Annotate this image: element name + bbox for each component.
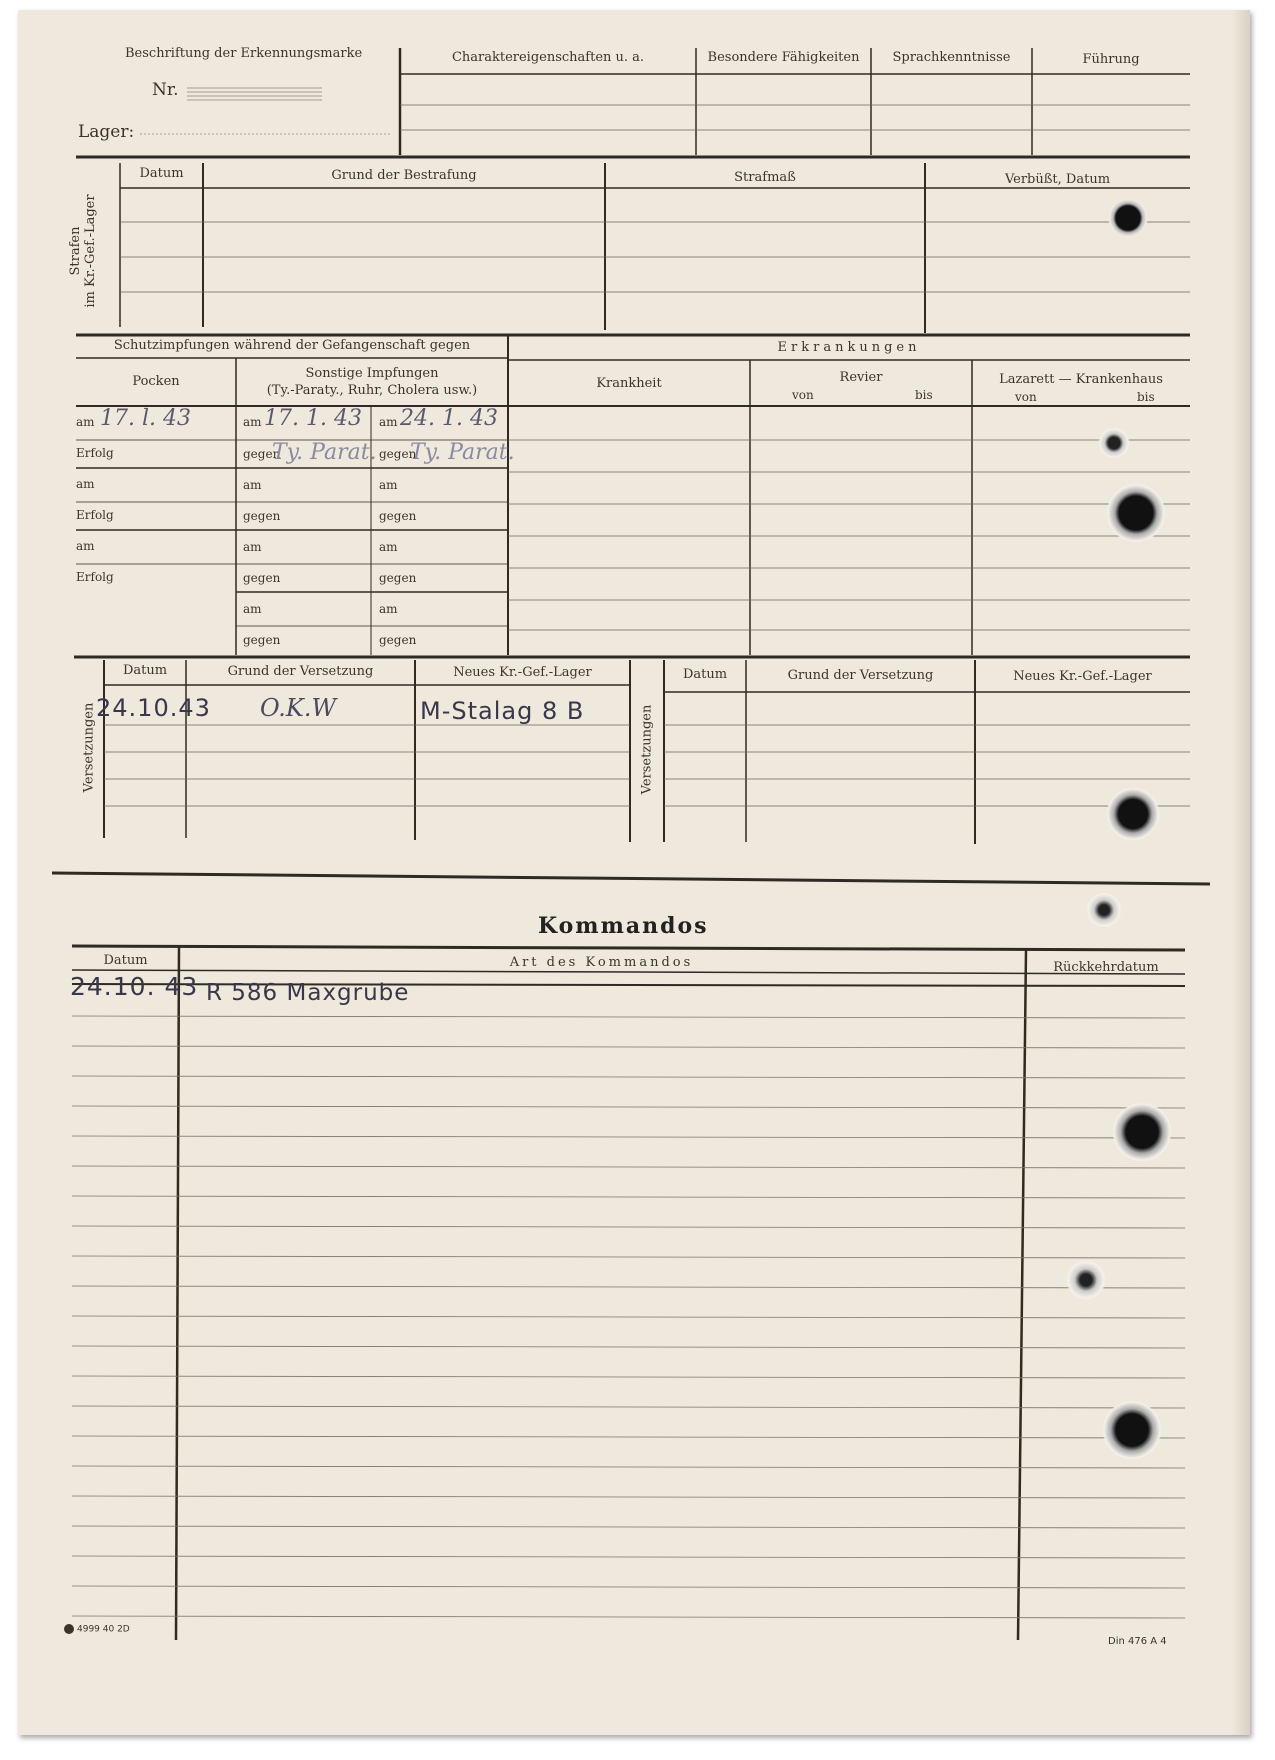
kommando-ruled-line [72,1016,1185,1018]
impf1-am-3: am [243,540,262,554]
versetzung-grund-handwritten: O.K.W [260,694,337,722]
impf1-gegen-handwritten: Ty. Parat. [272,440,377,465]
footer-left-code [64,1624,130,1635]
kommando-ruled-line [72,1286,1185,1288]
strafen-col-datum: Datum [139,166,184,181]
impf1-am-1: am [243,415,262,429]
punch-hole-4 [1106,787,1160,841]
impfungen-section-label: Schutzimpfungen während der Gefangenschaft gegen [113,338,471,353]
kommando-ruled-line [72,1166,1185,1168]
kommando-ruled-line [72,1406,1185,1408]
versetzungen-col-datum-left: Datum [122,663,168,678]
strafen-side-label-2: im Kr.-Gef.-Lager [83,194,98,308]
revier-von: von [792,388,814,402]
impf1-am-2: am [243,478,262,492]
impfungen-col-pocken: Pocken [132,374,180,389]
kommando-ruled-line [72,1046,1185,1048]
lazarett-bis: bis [1137,390,1155,404]
strafen-side-label [68,186,98,316]
footer-publisher-icon [64,1624,74,1634]
kommandos-col-rueckkehr: Rückkehrdatum [1053,960,1159,975]
charakter-label: Charaktereigenschaften u. a. [451,50,645,65]
punch-hole-6 [1112,1102,1172,1162]
pocken-am-1: am [76,415,95,429]
versetzungen-col-neues-right: Neues Kr.-Gef.-Lager [1013,669,1152,684]
strafen-side-label-1: Strafen [68,226,83,276]
impf2-gegen-2: gegen [379,509,417,523]
punch-hole-3 [1106,483,1166,543]
kommando-ruled-line [72,1496,1185,1498]
impfungen-col-sonstige-2: (Ty.-Paraty., Ruhr, Cholera usw.) [266,383,478,398]
pocken-erfolg-2: Erfolg [76,508,114,522]
fuehrung-label: Führung [1082,52,1140,67]
lazarett-von: von [1015,390,1037,404]
faehigkeiten-label: Besondere Fähigkeiten [707,50,860,65]
sprach-label: Sprachkenntnisse [892,50,1011,65]
footer-left-code-text: 4999 40 2D [77,1624,130,1635]
kommando-ruled-line [72,1136,1185,1138]
versetzung-datum-stamp: 24.10.43 [96,694,211,722]
impf2-am-2: am [379,478,398,492]
strafen-col-verbuesst: Verbüßt, Datum [1004,172,1111,187]
kommando-datum-stamp: 24.10. 43 [70,972,199,1001]
pocken-am-2: am [76,477,95,491]
punch-hole-8 [1102,1400,1162,1460]
impf2-am-1: am [379,415,398,429]
kommando-ruled-line [72,1346,1185,1348]
nr-label: Nr. [152,80,179,100]
impf2-gegen-handwritten: Ty. Parat. [410,440,515,465]
impf1-gegen-3: gegen [243,571,281,585]
kommando-ruled-line [72,1196,1185,1198]
impf2-am-3: am [379,540,398,554]
kommando-ruled-line [72,1466,1185,1468]
footer-right-code: Din 476 A 4 [1108,1636,1167,1647]
impf1-gegen-1: gegen [243,447,281,461]
erkrankungen-section-label: Erkrankungen [777,340,921,355]
versetzungen-col-neues-left: Neues Kr.-Gef.-Lager [453,665,592,680]
pocken-date-handwritten: 17. l. 43 [100,406,191,431]
kommando-ruled-line [72,1376,1185,1378]
kommando-ruled-line [72,1226,1185,1228]
punch-hole-2 [1096,428,1132,458]
impf2-gegen-3: gegen [379,571,417,585]
versetzung-lager-stamp: M-Stalag 8 B [420,697,585,725]
kommandos-col-art: Art des Kommandos [509,955,694,970]
kommando-ruled-line [72,1076,1185,1078]
lager-label: Lager: [78,122,135,142]
impf2-gegen-4: gegen [379,633,417,647]
kommando-ruled-line [72,1436,1185,1438]
impf1-gegen-4: gegen [243,633,281,647]
impf1-am-4: am [243,602,262,616]
erkrankungen-col-revier: Revier [839,370,883,385]
kommandos-title: Kommandos [538,913,709,939]
kommando-ruled-line [72,1526,1185,1528]
pocken-erfolg-3: Erfolg [76,570,114,584]
impf2-date-handwritten: 24. 1. 43 [400,406,498,431]
beschriftung-label: Beschriftung der Erkennungsmarke [125,46,363,61]
strafen-col-grund: Grund der Bestrafung [331,168,477,183]
impf2-am-4: am [379,602,398,616]
punch-hole-1 [1108,200,1148,236]
impfungen-col-sonstige-1: Sonstige Impfungen [305,366,439,381]
erkrankungen-col-krankheit: Krankheit [596,376,662,391]
kommando-ruled-line [72,1106,1185,1108]
kommando-ruled-line [72,1256,1185,1258]
versetzungen-col-grund-left: Grund der Versetzung [227,664,374,679]
punch-hole-5 [1084,893,1124,927]
versetzungen-col-datum-right: Datum [682,667,728,682]
punch-hole-7 [1064,1260,1108,1300]
versetzungen-side-label-left: Versetzungen [81,702,97,793]
pocken-erfolg-1: Erfolg [76,446,114,460]
impf1-date-handwritten: 17. 1. 43 [264,406,362,431]
revier-bis: bis [915,388,933,402]
pocken-am-3: am [76,539,95,553]
kommandos-col-datum: Datum [103,953,148,968]
impf2-gegen-1: gegen [379,447,417,461]
kommando-art-stamp: R 586 Maxgrube [206,980,410,1006]
versetzungen-side-label-right: Versetzungen [639,704,655,795]
versetzungen-col-grund-right: Grund der Versetzung [787,668,934,683]
strafen-col-strafmass: Strafmaß [734,170,796,185]
impf1-gegen-2: gegen [243,509,281,523]
kommando-ruled-line [72,1316,1185,1318]
erkrankungen-col-lazarett: Lazarett — Krankenhaus [999,372,1163,387]
